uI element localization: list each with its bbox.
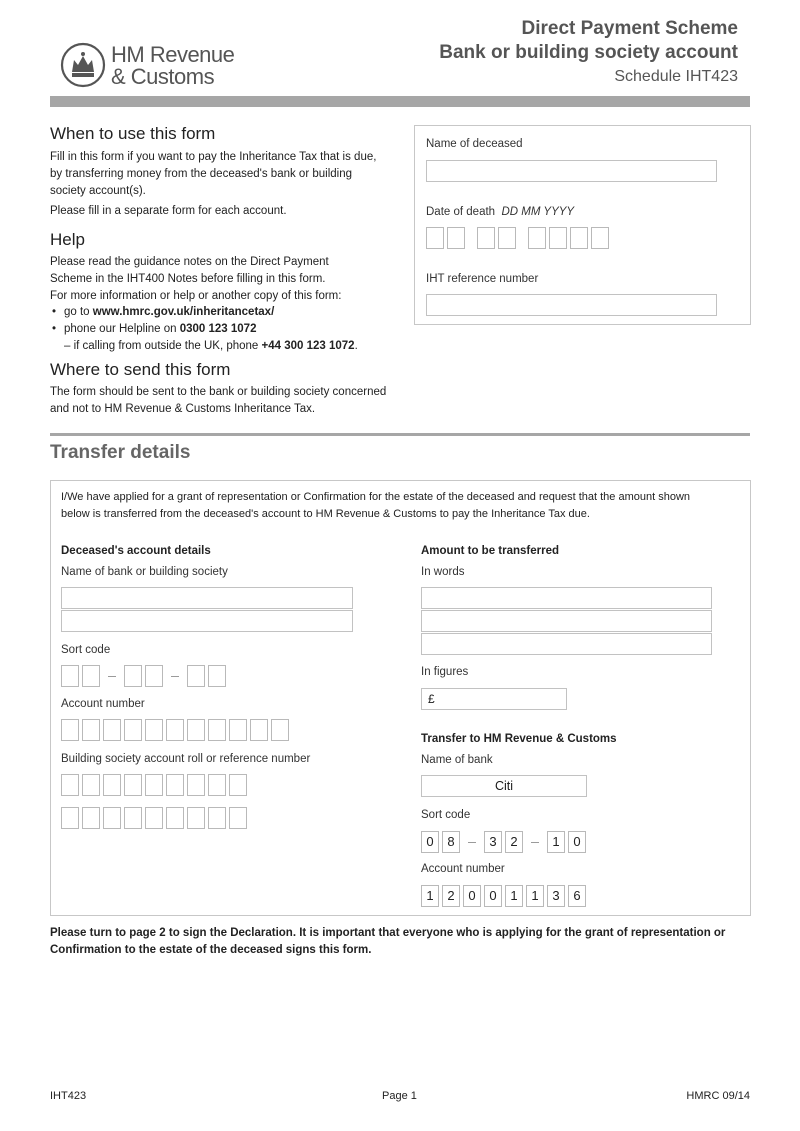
hmrc-sort-code-label: Sort code [421, 809, 471, 821]
dod-month-2[interactable] [498, 227, 516, 249]
iht-reference-label: IHT reference number [426, 273, 539, 285]
hmrc-sort-code-digit: 2 [505, 831, 523, 853]
amount-in-words-line-2[interactable] [421, 610, 712, 632]
when-to-use-heading: When to use this form [50, 124, 216, 143]
hmrc-logo [60, 42, 250, 90]
transfer-details-heading: Transfer details [50, 442, 191, 463]
hmrc-sort-code-digit: 1 [547, 831, 565, 853]
roll-number-box[interactable] [208, 774, 226, 796]
roll-number-box[interactable] [61, 807, 79, 829]
in-words-label: In words [421, 566, 465, 578]
logo-line-2: & Customs [111, 64, 215, 89]
crown-crest-icon [60, 42, 106, 88]
pound-symbol: £ [428, 692, 435, 706]
sort-code-box-5[interactable] [187, 665, 205, 687]
overseas-phone-line: – if calling from outside the UK, phone +44 300 123 1072. [64, 340, 358, 352]
dod-year-2[interactable] [549, 227, 567, 249]
account-number-box[interactable] [271, 719, 289, 741]
amount-in-words-line-1[interactable] [421, 587, 712, 609]
dod-year-3[interactable] [570, 227, 588, 249]
schedule-label: Schedule IHT423 [614, 68, 738, 85]
bank-name-field-line-2[interactable] [61, 610, 353, 632]
name-of-deceased-field[interactable] [426, 160, 717, 182]
account-number-box[interactable] [208, 719, 226, 741]
account-number-box[interactable] [187, 719, 205, 741]
roll-number-box[interactable] [145, 807, 163, 829]
separate-form-note: Please fill in a separate form for each account. [50, 205, 287, 217]
hmrc-account-digit: 6 [568, 885, 586, 907]
date-of-death-label: Date of death DD MM YYYY [426, 206, 575, 218]
bank-name-label: Name of bank or building society [61, 566, 228, 578]
helpline-number: 0300 123 1072 [179, 323, 257, 335]
amount-in-figures-field[interactable] [421, 688, 567, 710]
roll-number-box[interactable] [229, 774, 247, 796]
dod-day-2[interactable] [447, 227, 465, 249]
iht-reference-field[interactable] [426, 294, 717, 316]
roll-number-box[interactable] [124, 774, 142, 796]
dod-year-4[interactable] [591, 227, 609, 249]
overseas-helpline-number: +44 300 123 1072 [261, 340, 355, 352]
in-figures-label: In figures [421, 666, 469, 678]
roll-number-box[interactable] [61, 774, 79, 796]
hmrc-account-digit: 1 [421, 885, 439, 907]
sort-code-box-3[interactable] [124, 665, 142, 687]
bullet-phone: • phone our Helpline on 0300 123 1072 [50, 321, 395, 338]
amount-in-words-line-3[interactable] [421, 633, 712, 655]
sort-code-label: Sort code [61, 644, 111, 656]
sort-code-box-1[interactable] [61, 665, 79, 687]
help-heading: Help [50, 230, 85, 249]
section-divider [50, 433, 750, 436]
sort-code-box-4[interactable] [145, 665, 163, 687]
account-number-box[interactable] [250, 719, 268, 741]
dod-month-1[interactable] [477, 227, 495, 249]
sort-code-box-6[interactable] [208, 665, 226, 687]
declaration-note: Please turn to page 2 to sign the Declaration. It is important that everyone who is applying for the grant of representation or Confirmation to the estate of the deceased signs this form. [50, 927, 726, 956]
account-number-box[interactable] [124, 719, 142, 741]
form-title-line-1: Direct Payment Scheme [521, 18, 738, 39]
hmrc-account-digit: 3 [547, 885, 565, 907]
roll-number-box[interactable] [166, 807, 184, 829]
roll-number-label: Building society account roll or reference number [61, 753, 311, 765]
roll-number-box[interactable] [166, 774, 184, 796]
footer-page-number: Page 1 [382, 1090, 417, 1102]
roll-number-box[interactable] [229, 807, 247, 829]
help-bullets [50, 304, 395, 355]
footer-form-code: IHT423 [50, 1090, 87, 1102]
form-title-line-2: Bank or building society account [439, 42, 738, 63]
roll-number-box[interactable] [208, 807, 226, 829]
hmrc-sort-code-digit: 0 [421, 831, 439, 853]
help-more-info: For more information or help or another copy of this form: [50, 290, 342, 302]
date-format-hint: DD MM YYYY [501, 206, 575, 218]
account-number-box[interactable] [103, 719, 121, 741]
amount-heading: Amount to be transferred [421, 545, 560, 557]
roll-number-box[interactable] [124, 807, 142, 829]
sort-code-separator [171, 676, 179, 677]
hmrc-account-number-label: Account number [421, 863, 505, 875]
roll-number-box[interactable] [187, 774, 205, 796]
name-of-deceased-label: Name of deceased [426, 138, 523, 150]
sort-code-separator [468, 842, 476, 843]
roll-number-box[interactable] [82, 807, 100, 829]
transfer-statement: I/We have applied for a grant of representation or Confirmation for the estate of the deceased and request that the amount shown below is transferred from the deceased's account to HM Revenue & Customs to pay the Inheritance Tax due. [61, 491, 691, 520]
logo-line-1: HM Revenue [111, 42, 235, 67]
account-number-box[interactable] [229, 719, 247, 741]
help-paragraph: Please read the guidance notes on the Direct Payment Scheme in the IHT400 Notes before filling in this form. [50, 256, 329, 285]
bullet-website: • go to www.hmrc.gov.uk/inheritancetax/ [50, 304, 395, 321]
dod-year-1[interactable] [528, 227, 546, 249]
hmrc-bank-name-field: Citi [421, 775, 587, 797]
sort-code-box-2[interactable] [82, 665, 100, 687]
roll-number-box[interactable] [103, 807, 121, 829]
hmrc-sort-code-digit: 0 [568, 831, 586, 853]
roll-number-box[interactable] [103, 774, 121, 796]
website-link[interactable]: www.hmrc.gov.uk/inheritancetax/ [92, 306, 275, 318]
roll-number-box[interactable] [187, 807, 205, 829]
account-number-label: Account number [61, 698, 145, 710]
footer-version: HMRC 09/14 [686, 1090, 750, 1102]
dod-day-1[interactable] [426, 227, 444, 249]
hmrc-account-digit: 1 [526, 885, 544, 907]
where-to-send-paragraph: The form should be sent to the bank or building society concerned and not to HM Revenue & Customs Inheritance Tax. [50, 386, 387, 415]
where-to-send-heading: Where to send this form [50, 360, 231, 379]
hmrc-account-digit: 0 [484, 885, 502, 907]
header-bar [50, 96, 750, 107]
hmrc-account-digit: 1 [505, 885, 523, 907]
account-number-box[interactable] [82, 719, 100, 741]
hmrc-sort-code-digit: 8 [442, 831, 460, 853]
account-details-heading: Deceased's account details [61, 545, 211, 557]
roll-number-box[interactable] [145, 774, 163, 796]
account-number-box[interactable] [166, 719, 184, 741]
hmrc-transfer-heading: Transfer to HM Revenue & Customs [421, 733, 617, 745]
sort-code-separator [108, 676, 116, 677]
sort-code-separator [531, 842, 539, 843]
roll-number-box[interactable] [82, 774, 100, 796]
when-to-use-paragraph: Fill in this form if you want to pay the Inheritance Tax that is due, by transferring money from the deceased's bank or building society account(s). [50, 151, 377, 197]
hmrc-sort-code-digit: 3 [484, 831, 502, 853]
hmrc-account-digit: 0 [463, 885, 481, 907]
hmrc-account-digit: 2 [442, 885, 460, 907]
bank-name-field-line-1[interactable] [61, 587, 353, 609]
hmrc-bank-name-label: Name of bank [421, 754, 493, 766]
account-number-box[interactable] [61, 719, 79, 741]
account-number-box[interactable] [145, 719, 163, 741]
